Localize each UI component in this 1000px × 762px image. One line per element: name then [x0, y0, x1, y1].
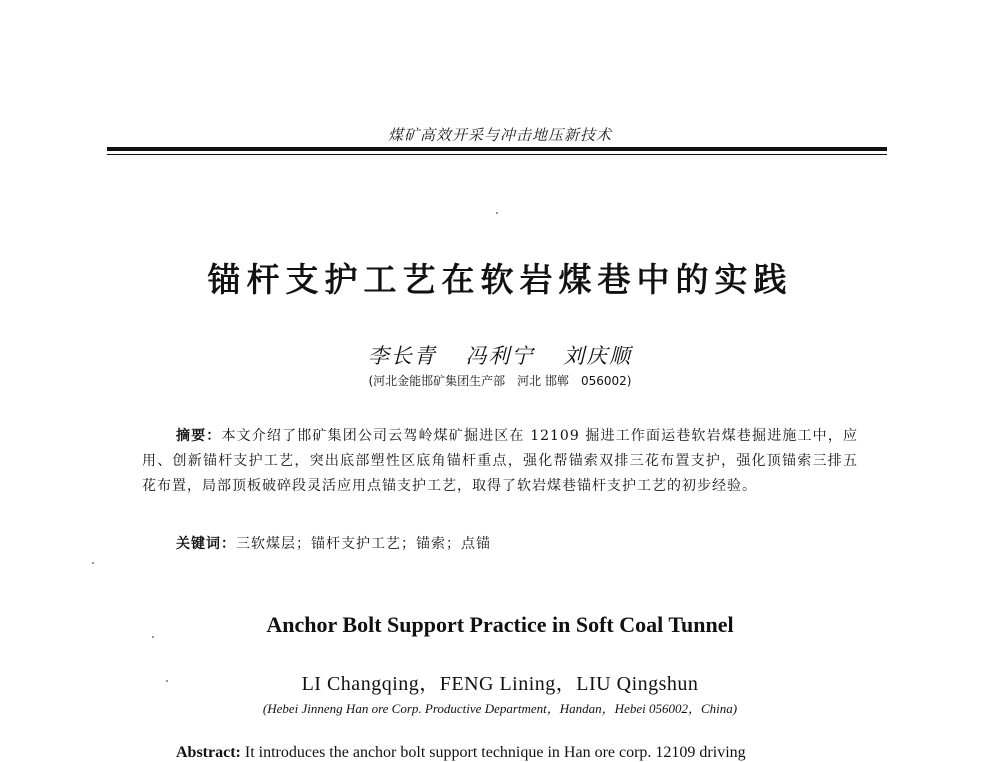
authors-en: LI Changqing，FENG Lining，LIU Qingshun — [301, 673, 699, 695]
authors-cn — [0, 340, 1000, 370]
abstract-en-text: It introduces the anchor bolt support technique in Han ore corp. 12109 driving — [244, 744, 746, 761]
abstract-cn-label: 摘要： — [176, 428, 222, 444]
scan-speck — [92, 562, 94, 564]
running-header: 煤矿高效开采与冲击地压新技术 — [387, 126, 612, 144]
header-rule-thick — [107, 147, 887, 151]
keywords-cn-label: 关键词： — [176, 536, 236, 552]
paper-title-cn: 锚杆支护工艺在软岩煤巷中的实践 — [207, 260, 793, 299]
keywords-cn — [176, 533, 876, 553]
affiliation-cn: (河北金能邯矿集团生产部 河北 邯郸 056002) — [368, 374, 632, 388]
author-cn: 冯利宁 — [465, 344, 535, 368]
abstract-cn — [142, 424, 858, 499]
abstract-en-label: Abstract — [176, 744, 236, 761]
author-cn: 李长青 — [367, 344, 437, 368]
abstract-cn-text: 本文介绍了邯矿集团公司云驾岭煤矿掘进区在 12109 掘进工作面运巷软岩煤巷掘进施工中，应用、创新锚杆支护工艺，突出底部塑性区底角锚杆重点，强化帮锚索双排三花布置支护，强化顶锚索三排五花布置，局部顶板破碎段灵活应用点锚支护工艺，取得了软岩煤巷锚杆支护工艺的初步经验。 — [142, 428, 858, 494]
abstract-en: Abstract: It introduces the anchor bolt support technique in Han ore corp. 12109 driving — [176, 744, 746, 761]
paper-title-en: Anchor Bolt Support Practice in Soft Coal Tunnel — [266, 612, 734, 637]
affiliation-en: (Hebei Jinneng Han ore Corp. Productive Department，Handan，Hebei 056002，China) — [262, 701, 738, 716]
author-cn: 刘庆顺 — [563, 344, 633, 368]
scan-speck — [496, 212, 498, 214]
header-rule-thin — [107, 154, 887, 155]
keywords-cn-text: 三软煤层；锚杆支护工艺；锚索；点锚 — [236, 536, 491, 552]
